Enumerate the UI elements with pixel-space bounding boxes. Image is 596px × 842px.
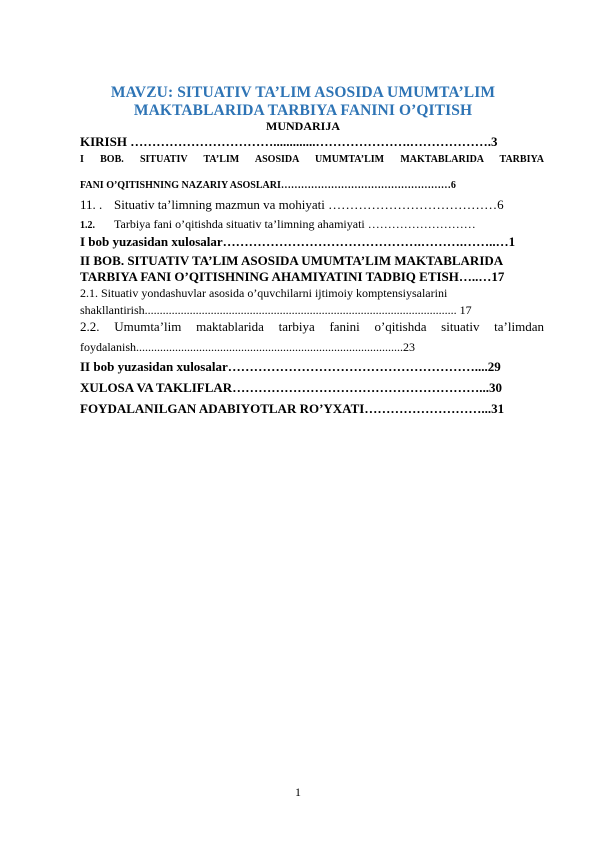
toc-heading: MUNDARIJA [266,119,340,133]
toc-entry-chapter2-line2: TARBIYA FANI O’QITISHNING AHAMIYATINI TADBIQ ETISH…..…17 [80,269,505,284]
title-line-1: MAVZU: SITUATIV TA’LIM ASOSIDA UMUMTA’LIM [110,84,496,101]
toc-entry-1-1-number: 11. . [80,197,103,212]
toc-entry-kirish: KIRISH …………………………….............………………….……………….3 [80,134,498,149]
toc-entry-chapter2-line1: II BOB. SITUATIV TA’LIM ASOSIDA UMUMTA’LIM MAKTABLARIDA [80,253,504,268]
title-line-2: MAKTABLARIDA TARBIYA FANINI O’QITISH [133,102,473,119]
document-title [90,84,516,120]
toc-entry-1-2-number: 1.2. [80,220,95,231]
page-number: 1 [295,785,301,799]
toc-entry-2-1-line1: 2.1. Situativ yondashuvlar asosida o’quvchilarni ijtimoiy komptensiysalarini [80,286,448,300]
toc-entry-chapter1-line1: I BOB. SITUATIV TA’LIM ASOSIDA UMUMTA’LIM MAKTABLARIDA TARBIYA [80,154,544,165]
toc-entry-1-2 [80,217,544,233]
toc-entry-references: FOYDALANILGAN ADABIYOTLAR RO’YXATI………………………...31 [80,401,505,416]
toc-entry-2-2-line2: foydalanish.........................................................................................23 [80,340,415,354]
toc-entry-summary1: I bob yuzasidan xulosalar……………………………………….……….……..…1 [80,234,516,249]
toc-entry-1-2-text: Tarbiya fani o’qitishda situativ ta’limning ahamiyati ……………………… [114,217,476,231]
toc-entry-2-2-line1: 2.2. Umumta’lim maktablarida tarbiya fanini o’qitishda situativ ta’limdan [80,319,544,334]
toc-entry-conclusion: XULOSA VA TAKLIFLAR…………………………………………………...30 [80,380,502,395]
toc-entry-chapter1-line2: FANI O’QITISHNING NAZARIY ASOSLARI……………………………………………6 [80,180,456,191]
toc-entry-2-1-line2: shakllantirish........................................................................................................ 17 [80,303,472,317]
toc-entry-summary2: II bob yuzasidan xulosalar…………………………………………………....29 [80,359,501,374]
toc-entry-1-1 [80,197,544,213]
toc-entry-1-1-text: Situativ ta’limning mazmun va mohiyati …………………………………6 [114,197,504,212]
